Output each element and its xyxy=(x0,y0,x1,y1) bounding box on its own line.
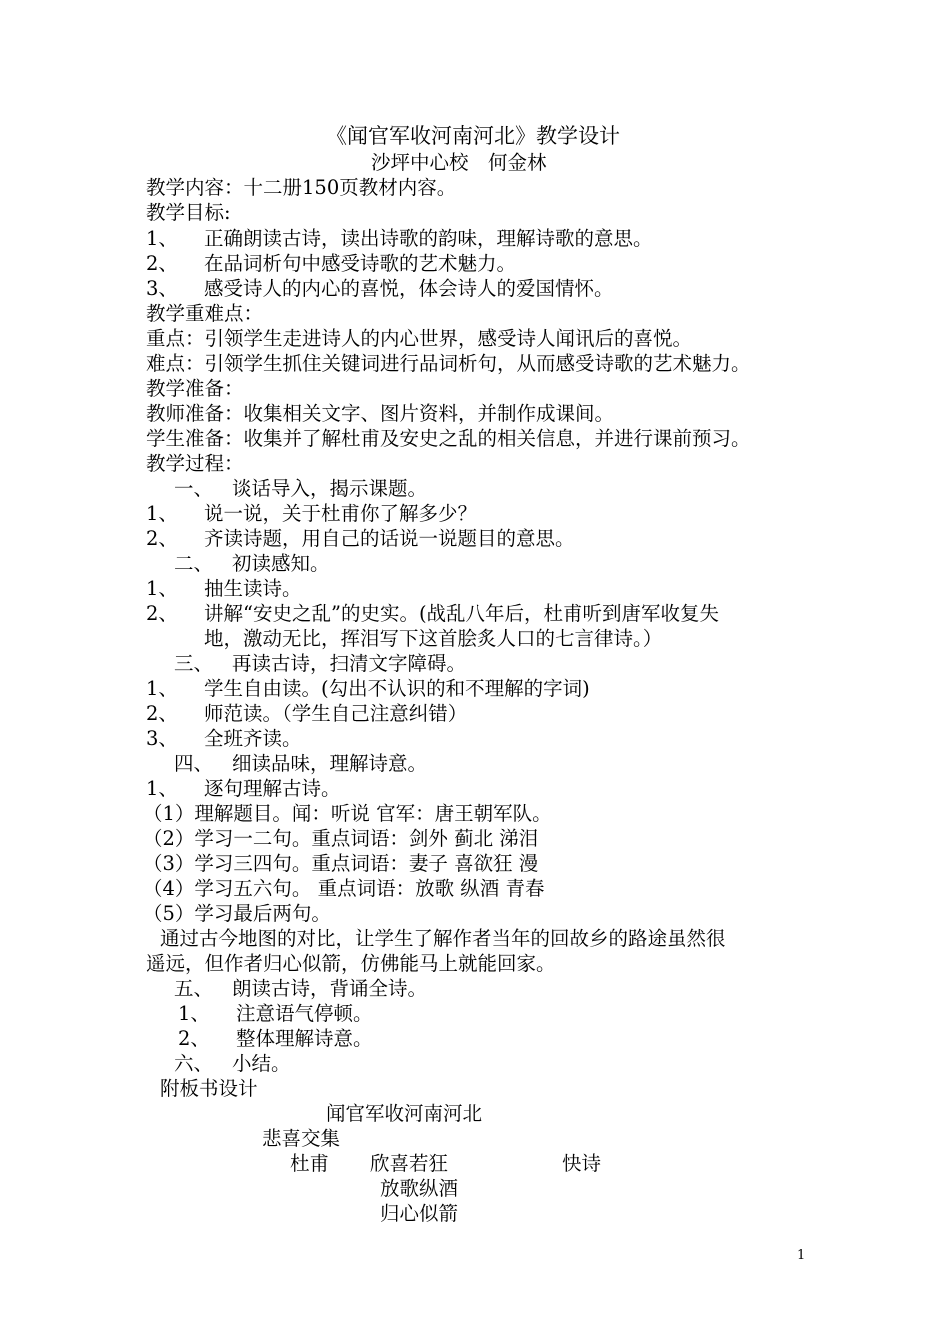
section-title: 朗读古诗，背诵全诗。 xyxy=(232,977,428,1000)
section-number: 六、 xyxy=(174,1052,214,1075)
map-paragraph-continued: 遥远，但作者归心似箭，仿佛能马上就能回家。 xyxy=(146,952,556,975)
board-title: 闻官军收河南河北 xyxy=(326,1102,483,1125)
step-text: 学生自由读。(勾出不认识的和不理解的字词) xyxy=(204,677,590,700)
step-item xyxy=(146,501,477,526)
step-item xyxy=(146,601,719,626)
sub-step: （1）理解题目。闻：听说 官军：唐王朝军队。 xyxy=(143,802,552,825)
key-heading: 教学重难点： xyxy=(146,302,264,325)
step-number: 1、 xyxy=(146,577,178,600)
section-number: 二、 xyxy=(174,552,214,575)
goal-number: 2、 xyxy=(146,252,178,275)
goal-text: 在品词析句中感受诗歌的艺术魅力。 xyxy=(204,252,517,275)
goal-number: 3、 xyxy=(146,277,178,300)
board-emotion: 悲喜交集 xyxy=(262,1127,341,1150)
step-item xyxy=(146,701,467,726)
goal-item xyxy=(146,276,614,301)
step-text: 注意语气停顿。 xyxy=(236,1002,373,1025)
section-heading xyxy=(174,551,330,576)
step-number: 3、 xyxy=(146,727,178,750)
section-heading xyxy=(174,651,466,676)
sub-step: （2）学习一二句。重点词语：剑外 蓟北 涕泪 xyxy=(143,827,539,850)
step-text: 说一说，关于杜甫你了解多少？ xyxy=(204,502,478,525)
process-heading: 教学过程： xyxy=(146,452,244,475)
sub-step: （3）学习三四句。重点词语：妻子 喜欲狂 漫 xyxy=(143,852,539,875)
section-number: 五、 xyxy=(174,977,214,1000)
step-text: 逐句理解古诗。 xyxy=(204,777,341,800)
step-number: 1、 xyxy=(146,777,178,800)
goal-item xyxy=(146,251,516,276)
board-phrase: 放歌纵酒 xyxy=(380,1177,459,1200)
step-item xyxy=(146,726,302,751)
document-title: 《闻官军收河南河北》教学设计 xyxy=(326,124,620,148)
section-number: 一、 xyxy=(174,477,214,500)
step-text: 师范读。（学生自己注意纠错） xyxy=(204,702,468,725)
board-phrase: 欣喜若狂 xyxy=(370,1152,449,1175)
step-number: 1、 xyxy=(146,677,178,700)
step-number: 1、 xyxy=(146,502,178,525)
sub-step: （4）学习五六句。 重点词语：放歌 纵酒 青春 xyxy=(143,877,545,900)
step-item xyxy=(146,576,302,601)
board-verdict: 快诗 xyxy=(562,1152,602,1175)
step-item xyxy=(146,776,341,801)
page-number: 1 xyxy=(797,1248,806,1263)
map-paragraph: 通过古今地图的对比，让学生了解作者当年的回故乡的路途虽然很 xyxy=(160,927,726,950)
section-heading xyxy=(174,476,427,501)
goal-text: 正确朗读古诗，读出诗歌的韵味，理解诗歌的意思。 xyxy=(204,227,653,250)
section-heading xyxy=(174,751,427,776)
board-heading: 附板书设计 xyxy=(160,1077,258,1100)
step-text-continued: 地，激动无比，挥泪写下这首脍炙人口的七言律诗。） xyxy=(204,627,663,650)
goals-heading: 教学目标: xyxy=(146,201,231,224)
section-title: 谈话导入，揭示课题。 xyxy=(232,477,428,500)
step-item xyxy=(146,526,575,551)
section-number: 三、 xyxy=(174,652,214,675)
key-point: 重点：引领学生走进诗人的内心世界，感受诗人闻讯后的喜悦。 xyxy=(146,327,693,350)
goal-number: 1、 xyxy=(146,227,178,250)
section-heading xyxy=(174,976,427,1001)
section-title: 再读古诗，扫清文字障碍。 xyxy=(232,652,467,675)
difficult-point: 难点：引领学生抓住关键词进行品词析句，从而感受诗歌的艺术魅力。 xyxy=(146,352,751,375)
step-item xyxy=(178,1001,373,1026)
prep-heading: 教学准备： xyxy=(146,377,244,400)
board-poet: 杜甫 xyxy=(290,1152,330,1175)
section-heading xyxy=(174,1051,291,1076)
step-text: 讲解“安史之乱”的史实。(战乱八年后，杜甫听到唐军收复失 xyxy=(204,602,720,625)
step-text: 全班齐读。 xyxy=(204,727,302,750)
section-title: 初读感知。 xyxy=(232,552,330,575)
goal-item xyxy=(146,226,653,251)
section-title: 小结。 xyxy=(232,1052,291,1075)
board-phrase: 归心似箭 xyxy=(380,1202,459,1225)
author-line: 沙坪中心校 何金林 xyxy=(371,151,547,174)
teaching-content: 教学内容：十二册150页教材内容。 xyxy=(146,176,457,199)
goal-text: 感受诗人的内心的喜悦，体会诗人的爱国情怀。 xyxy=(204,277,614,300)
step-number: 1、 xyxy=(178,1002,210,1025)
step-item xyxy=(178,1026,373,1051)
sub-step: （5）学习最后两句。 xyxy=(143,902,331,925)
step-text: 抽生读诗。 xyxy=(204,577,302,600)
step-number: 2、 xyxy=(146,527,178,550)
section-number: 四、 xyxy=(174,752,214,775)
step-number: 2、 xyxy=(146,602,178,625)
step-item xyxy=(146,676,590,701)
step-text: 整体理解诗意。 xyxy=(236,1027,373,1050)
step-number: 2、 xyxy=(178,1027,210,1050)
step-number: 2、 xyxy=(146,702,178,725)
section-title: 细读品味，理解诗意。 xyxy=(232,752,428,775)
student-prep: 学生准备：收集并了解杜甫及安史之乱的相关信息，并进行课前预习。 xyxy=(146,427,751,450)
teacher-prep: 教师准备：收集相关文字、图片资料，并制作成课间。 xyxy=(146,402,615,425)
step-text: 齐读诗题，用自己的话说一说题目的意思。 xyxy=(204,527,575,550)
